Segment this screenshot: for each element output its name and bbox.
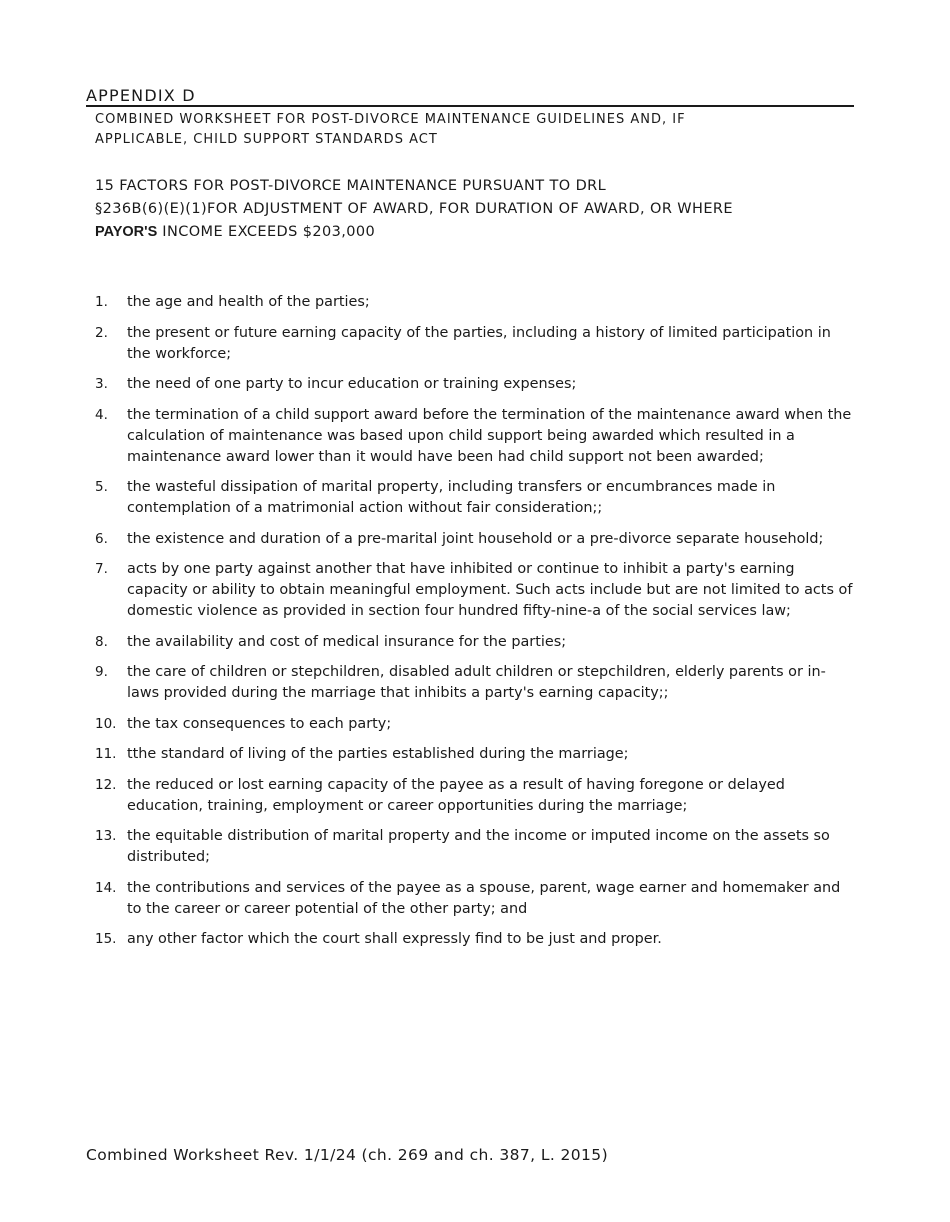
list-item (95, 323, 857, 365)
list-item (95, 775, 857, 817)
list-item (95, 878, 857, 920)
factors-list (95, 292, 857, 960)
list-item (95, 559, 857, 622)
subtitle-line-2: APPLICABLE, CHILD SUPPORT STANDARDS ACT (95, 132, 438, 147)
item-text: the need of one party to incur education or training expenses; (127, 376, 577, 392)
item-text: the contributions and services of the payee as a spouse, parent, wage earner and homemaker and to the career or career potential of the other party; and (127, 879, 841, 917)
item-text: acts by one party against another that have inhibited or continue to inhibit a party's earning capacity or ability to obtain meaningful employment. Such acts include but are not limited to acts of domestic violence as provided in section four hundred fifty-nine-a of the social services law; (127, 561, 853, 619)
item-number: 12. (95, 776, 117, 793)
subtitle-line-1: COMBINED WORKSHEET FOR POST-DIVORCE MAINTENANCE GUIDELINES AND, IF (95, 112, 686, 127)
item-number: 14. (95, 879, 117, 896)
heading-line-2: §236B(6)(E)(1)FOR ADJUSTMENT OF AWARD, FOR DURATION OF AWARD, OR WHERE (95, 201, 733, 217)
list-item (95, 477, 857, 519)
list-item (95, 929, 857, 950)
list-item (95, 529, 857, 550)
list-item (95, 292, 857, 313)
item-number: 8. (95, 633, 108, 650)
item-number: 9. (95, 664, 108, 680)
list-item (95, 714, 857, 735)
item-text: the present or future earning capacity of the parties, including a history of limited participation in the workforce; (127, 324, 831, 362)
factors-heading (95, 175, 815, 244)
list-item (95, 744, 857, 765)
document-subtitle (95, 110, 735, 150)
item-number: 6. (95, 530, 108, 547)
list-item (95, 662, 857, 704)
item-text: the wasteful dissipation of marital property, including transfers or encumbrances made in contemplation of a matrimonial action without fair consideration;; (127, 479, 776, 516)
item-text: the age and health of the parties; (127, 294, 370, 310)
item-text: the care of children or stepchildren, disabled adult children or stepchildren, elderly parents or in-laws provided during the marriage that inhibits a party's earning capacity;; (127, 664, 826, 701)
appendix-title: APPENDIX D (86, 86, 854, 107)
item-number: 10. (95, 715, 117, 732)
item-number: 11. (95, 746, 117, 762)
heading-line-3 (95, 221, 815, 244)
list-item (95, 632, 857, 653)
item-text: the tax consequences to each party; (127, 715, 392, 732)
item-number: 13. (95, 828, 117, 844)
item-text: any other factor which the court shall expressly find to be just and proper. (127, 931, 662, 947)
item-number: 1. (95, 294, 108, 310)
item-text: the existence and duration of a pre-marital joint household or a pre-divorce separate household; (127, 530, 824, 547)
item-number: 15. (95, 931, 117, 947)
page-footer: Combined Worksheet Rev. 1/1/24 (ch. 269 and ch. 387, L. 2015) (86, 1146, 609, 1164)
heading-line-3-rest: INCOME EXCEEDS $203,000 (157, 224, 376, 240)
item-number: 2. (95, 324, 108, 341)
item-text: the termination of a child support award before the termination of the maintenance award when the calculation of maintenance was based upon child support being awarded which resulted in a maintenance award lower than it would have been had child support not been awarded; (127, 406, 852, 465)
item-text: tthe standard of living of the parties established during the marriage; (127, 746, 629, 762)
item-number: 5. (95, 479, 108, 495)
item-number: 3. (95, 376, 108, 392)
heading-payor-bold: PAYOR'S (95, 224, 158, 240)
item-number: 7. (95, 561, 108, 577)
list-item (95, 405, 857, 468)
item-number: 4. (95, 406, 108, 423)
heading-line-1: 15 FACTORS FOR POST-DIVORCE MAINTENANCE PURSUANT TO DRL (95, 178, 607, 194)
list-item (95, 826, 857, 868)
item-text: the equitable distribution of marital property and the income or imputed income on the assets so distributed; (127, 828, 830, 865)
list-item (95, 374, 857, 395)
item-text: the availability and cost of medical insurance for the parties; (127, 633, 567, 650)
item-text: the reduced or lost earning capacity of the payee as a result of having foregone or delayed education, training, employment or career opportunities during the marriage; (127, 776, 785, 814)
